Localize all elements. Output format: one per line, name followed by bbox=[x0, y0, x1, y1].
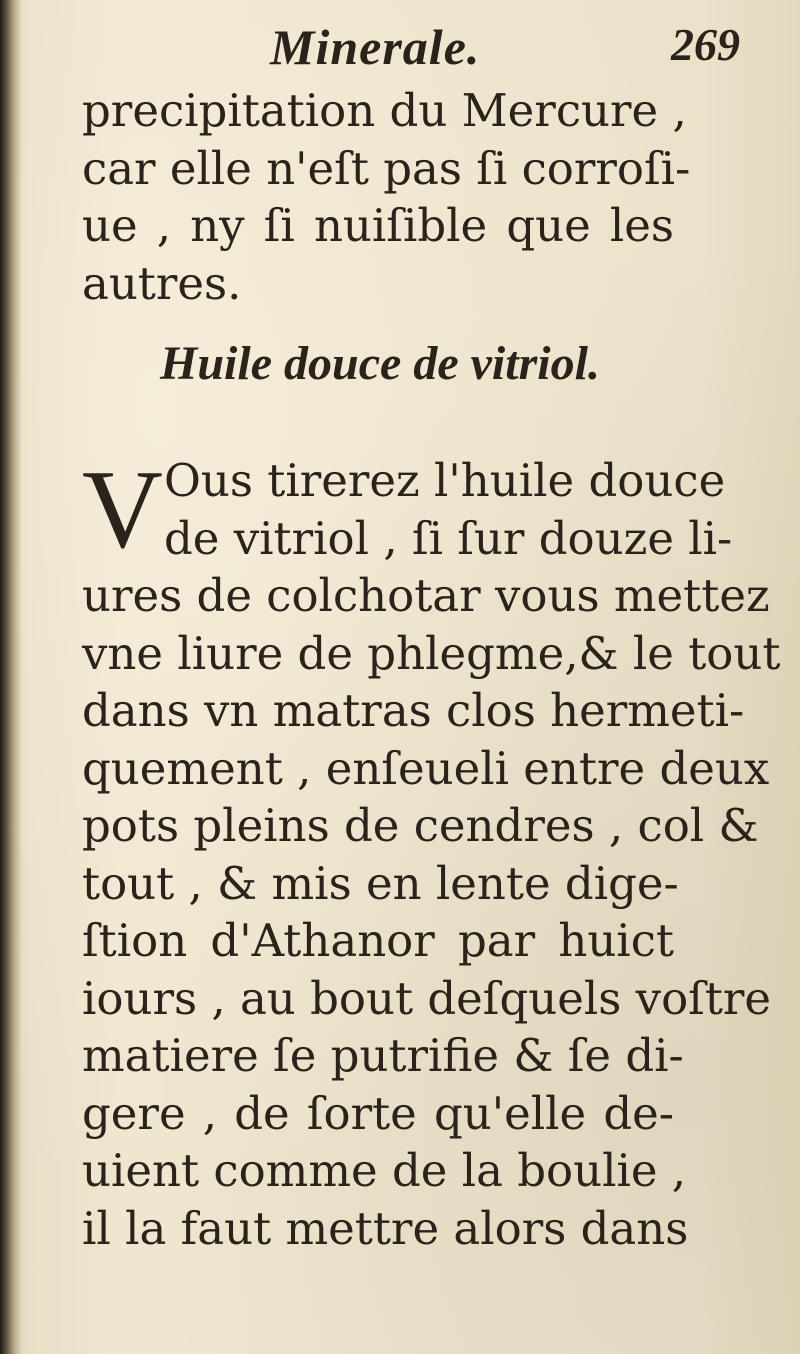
drop-cap: V bbox=[82, 448, 163, 572]
text-line: matiere ſe putrifie & ſe di- bbox=[82, 1029, 684, 1082]
text-line: pots pleins de cendres , col & bbox=[82, 799, 759, 852]
text-line: ures de colchotar vous mettez bbox=[82, 569, 770, 622]
paragraph-2 bbox=[82, 448, 781, 1257]
text-line: autres. bbox=[82, 256, 242, 310]
text-line: il la faut mettre alors dans bbox=[82, 1201, 689, 1255]
page-number: 269 bbox=[671, 19, 740, 70]
text-line: quement , enſeueli entre deux bbox=[82, 741, 770, 795]
page-header bbox=[60, 18, 740, 88]
text-line: tout , & mis en lente dige- bbox=[82, 856, 679, 910]
text-line: ſtion d'Athanor par huict bbox=[82, 914, 674, 967]
text-line: gere , de ſorte qu'elle de- bbox=[82, 1086, 674, 1140]
text-line: precipitation du Mercure , bbox=[82, 84, 687, 137]
book-gutter bbox=[0, 0, 22, 1354]
text-line: car elle n'eſt pas ſi corroſi- bbox=[82, 141, 691, 195]
text-line: dans vn matras clos hermeti- bbox=[82, 684, 745, 737]
paragraph-1 bbox=[82, 82, 691, 312]
section-heading: Huile douce de vitriol. bbox=[160, 337, 600, 390]
text-line: ue , ny ſi nuiſible que les bbox=[82, 199, 674, 252]
text-line: Ous tirerez l'huile douce bbox=[164, 454, 726, 507]
text-line: uient comme de la boulie , bbox=[82, 1144, 687, 1197]
running-title: Minerale. bbox=[270, 19, 481, 75]
text-line: vne liure de phlegme,& le tout bbox=[82, 626, 781, 680]
text-line: iours , au bout deſquels voſtre bbox=[82, 971, 772, 1025]
text-line: de vitriol , ſi ſur douze li- bbox=[164, 511, 733, 565]
